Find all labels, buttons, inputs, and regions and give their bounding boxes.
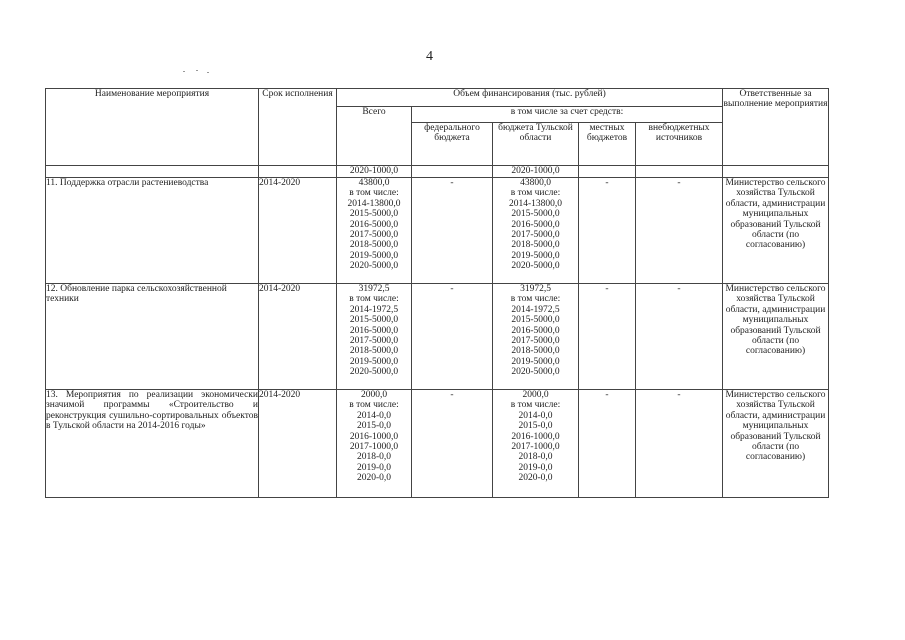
- regional-value: 2018-5000,0: [511, 346, 560, 357]
- regional-value: 2014-1972,5: [511, 304, 560, 315]
- regional-value: 2019-5000,0: [511, 356, 560, 367]
- activity-name: 11. Поддержка отрасли растениеводства: [46, 178, 259, 284]
- total-value: 2014-1972,5: [349, 304, 399, 315]
- total-value: 2019-0,0: [356, 462, 392, 473]
- regional-value: 31972,5: [520, 284, 551, 294]
- offbudget-amount: -: [636, 284, 723, 390]
- activity-term: 2014-2020: [259, 284, 337, 390]
- responsible: Министерство сельского хозяйства Тульской области, администрации муниципальных образований Тульской области (по согласованию): [723, 178, 829, 284]
- regional-value: в том числе:: [510, 294, 561, 305]
- regional-amount: [493, 284, 579, 390]
- header-federal: федерального бюджета: [412, 123, 493, 166]
- header-term: Срок исполнения: [259, 89, 337, 166]
- total-value: 2020-0,0: [356, 473, 392, 484]
- regional-value: 2016-5000,0: [511, 325, 560, 336]
- header-including: в том числе за счет средств:: [412, 107, 723, 123]
- total-value: 2015-5000,0: [349, 209, 399, 220]
- table-row: [46, 178, 829, 284]
- total-value: 2018-5000,0: [349, 240, 399, 251]
- regional-value: в том числе:: [510, 400, 561, 411]
- financing-table: [45, 88, 829, 498]
- total-value: 2016-1000,0: [349, 431, 399, 442]
- regional-value: 2018-5000,0: [511, 240, 560, 251]
- header-name: Наименование мероприятия: [46, 89, 259, 166]
- total-value: 2017-1000,0: [349, 442, 399, 453]
- offbudget-amount: -: [636, 178, 723, 284]
- federal-amount: -: [412, 390, 493, 498]
- regional-value: 2020-5000,0: [511, 367, 560, 378]
- header-funding: Объем финансирования (тыс. рублей): [337, 89, 723, 107]
- responsible: Министерство сельского хозяйства Тульской области, администрации муниципальных образований Тульской области (по согласованию): [723, 284, 829, 390]
- scan-speck: [207, 72, 209, 73]
- total-value: 2018-5000,0: [349, 346, 399, 357]
- total-value: 2015-5000,0: [349, 315, 399, 326]
- regional-value: 2020-0,0: [518, 473, 553, 484]
- regional-value: 43800,0: [520, 178, 551, 188]
- total-amount: [337, 284, 412, 390]
- regional-value: 2019-0,0: [518, 462, 553, 473]
- regional-amount: [493, 390, 579, 498]
- header-offbudget: внебюджетных источников: [636, 123, 723, 166]
- activity-name: 12. Обновление парка сельскохозяйственной техники: [46, 284, 259, 390]
- total-value: 43800,0: [358, 178, 390, 188]
- table-row: [46, 284, 829, 390]
- prev-total: 2020-1000,0: [337, 166, 412, 178]
- regional-value: 2019-5000,0: [511, 250, 560, 261]
- regional-amount: [493, 178, 579, 284]
- total-value: в том числе:: [349, 294, 399, 305]
- total-value: 2016-5000,0: [349, 325, 399, 336]
- total-value: 2014-13800,0: [347, 198, 401, 209]
- local-amount: -: [579, 390, 636, 498]
- total-value: 2019-5000,0: [349, 356, 399, 367]
- total-amount: [337, 178, 412, 284]
- offbudget-amount: -: [636, 390, 723, 498]
- table-row-continuation: [46, 166, 829, 178]
- total-value: 2000,0: [360, 390, 388, 400]
- header-total: Всего: [337, 107, 412, 166]
- scan-speck: [183, 71, 185, 72]
- scan-speck: [196, 70, 198, 71]
- regional-value: 2017-5000,0: [511, 230, 560, 241]
- regional-value: 2014-0,0: [518, 410, 553, 421]
- table-row: [46, 390, 829, 498]
- total-amount: [337, 390, 412, 498]
- total-value: 2017-5000,0: [349, 230, 399, 241]
- total-value: 2015-0,0: [356, 421, 392, 432]
- activity-term: 2014-2020: [259, 390, 337, 498]
- total-value: 2019-5000,0: [349, 250, 399, 261]
- header-responsible: Ответственные за выполнение мероприятия: [723, 89, 829, 166]
- total-value: 31972,5: [358, 284, 390, 294]
- regional-value: 2020-5000,0: [511, 261, 560, 272]
- activity-term: 2014-2020: [259, 178, 337, 284]
- regional-value: 2016-1000,0: [511, 431, 560, 442]
- prev-regional: 2020-1000,0: [493, 166, 579, 178]
- regional-value: 2000,0: [522, 390, 549, 400]
- total-value: 2017-5000,0: [349, 336, 399, 347]
- regional-value: 2018-0,0: [518, 452, 553, 463]
- total-value: 2020-5000,0: [349, 367, 399, 378]
- total-value: 2020-5000,0: [349, 261, 399, 272]
- total-value: 2014-0,0: [356, 410, 392, 421]
- header-local: местных бюджетов: [579, 123, 636, 166]
- regional-value: 2014-13800,0: [508, 198, 563, 209]
- local-amount: -: [579, 178, 636, 284]
- regional-value: 2015-5000,0: [511, 209, 560, 220]
- federal-amount: -: [412, 284, 493, 390]
- regional-value: 2015-0,0: [518, 421, 553, 432]
- page-number: 4: [426, 49, 433, 64]
- total-value: в том числе:: [349, 188, 399, 199]
- header-regional: бюджета Тульской области: [493, 123, 579, 166]
- regional-value: в том числе:: [510, 188, 561, 199]
- regional-value: 2015-5000,0: [511, 315, 560, 326]
- responsible: Министерство сельского хозяйства Тульской области, администрации муниципальных образований Тульской области (по согласованию): [723, 390, 829, 498]
- regional-value: 2016-5000,0: [511, 219, 560, 230]
- total-value: в том числе:: [349, 400, 399, 411]
- activity-name: 13. Мероприятия по реализации экономически значимой программы «Строительство и реконструкция сушильно-сортировальных объектов в Тульской области на 2014-2016 годы»: [46, 390, 259, 498]
- total-value: 2018-0,0: [356, 452, 392, 463]
- regional-value: 2017-1000,0: [511, 442, 560, 453]
- regional-value: 2017-5000,0: [511, 336, 560, 347]
- local-amount: -: [579, 284, 636, 390]
- federal-amount: -: [412, 178, 493, 284]
- total-value: 2016-5000,0: [349, 219, 399, 230]
